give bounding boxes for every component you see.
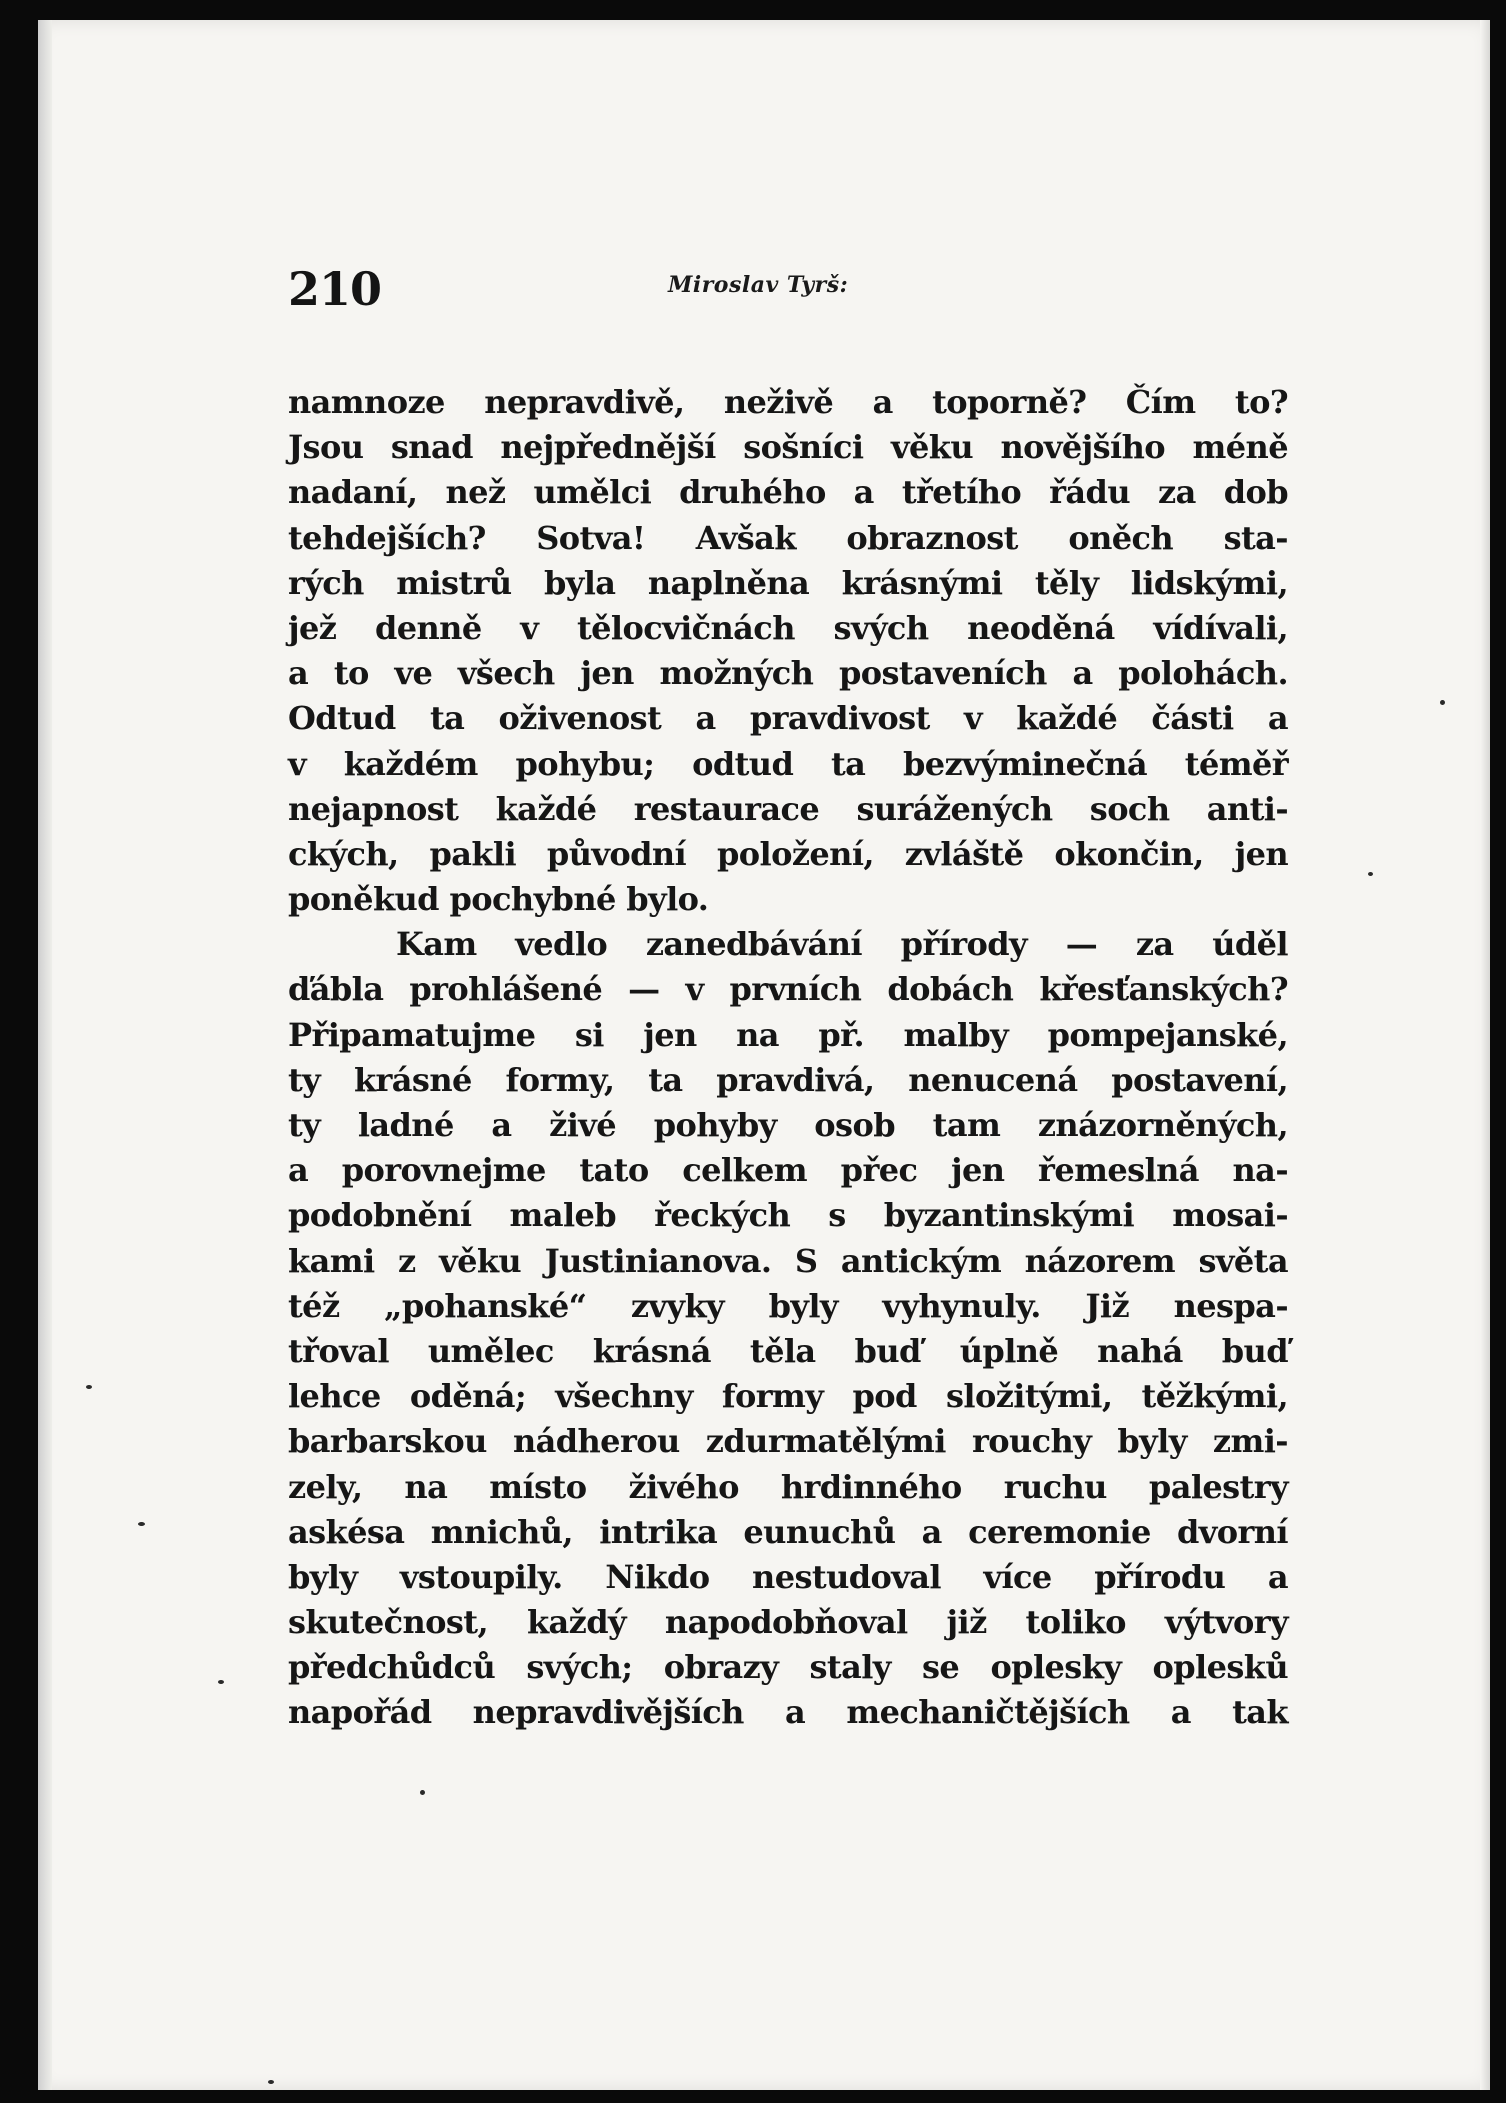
text-line: Odtud ta oživenost a pravdivost v každé části a <box>288 699 1288 738</box>
page-outer-edge <box>1480 20 1490 2090</box>
scan-speck <box>1368 872 1373 876</box>
page-binding-edge <box>38 20 52 2090</box>
text-line: třoval umělec krásná těla buď úplně nahá buď <box>288 1331 1288 1370</box>
scan-speck <box>268 2080 274 2084</box>
scan-speck <box>218 1680 224 1684</box>
scan-speck <box>86 1385 92 1389</box>
text-line: barbarskou nádherou zdurmatělými rouchy byly zmi- <box>288 1422 1288 1461</box>
text-line: nejapnost každé restaurace surážených soch anti- <box>288 789 1288 828</box>
scan-speck <box>420 1790 425 1795</box>
text-line: též „pohanské“ zvyky byly vyhynuly. Již nespa- <box>288 1286 1288 1325</box>
text-line: a porovnejme tato celkem přec jen řemeslná na- <box>288 1151 1288 1190</box>
text-line: lehce oděná; všechny formy pod složitými, těžkými, <box>288 1377 1288 1416</box>
text-line: Připamatujme si jen na př. malby pompejanské, <box>288 1015 1288 1054</box>
text-line: byly vstoupily. Nikdo nestudoval více přírodu a <box>288 1557 1288 1596</box>
body-text <box>288 380 1288 1736</box>
text-line: tehdejších? Sotva! Avšak obraznost oněch sta- <box>288 518 1288 557</box>
text-line: poněkud pochybné bylo. <box>288 880 709 919</box>
text-line: rých mistrů byla naplněna krásnými těly lidskými, <box>288 563 1288 602</box>
text-line: ty krásné formy, ta pravdivá, nenucená postavení, <box>288 1060 1288 1099</box>
text-line: Jsou snad nejpřednější sošníci věku novějšího méně <box>288 428 1288 467</box>
scan-speck <box>1440 700 1445 705</box>
page-number: 210 <box>288 262 382 316</box>
text-line: kami z věku Justinianova. S antickým názorem světa <box>288 1241 1288 1280</box>
text-line: ckých, pakli původní položení, zvláště okončin, jen <box>288 834 1288 873</box>
text-line: ty ladné a živé pohyby osob tam znázorněných, <box>288 1106 1288 1144</box>
text-line: podobnění maleb řeckých s byzantinskými mosai- <box>288 1196 1288 1235</box>
text-line: a to ve všech jen možných postaveních a polohách. <box>288 654 1288 693</box>
running-head: Miroslav Tyrš: <box>668 272 849 298</box>
scan-speck <box>138 1522 145 1526</box>
text-line: ďábla prohlášené — v prvních dobách křesťanských? <box>288 970 1288 1009</box>
text-line: předchůdců svých; obrazy staly se oplesky oplesků <box>288 1648 1288 1687</box>
text-line: namnoze nepravdivě, neživě a toporně? Čím to? <box>288 383 1288 421</box>
text-line: skutečnost, každý napodobňoval již toliko výtvory <box>288 1603 1288 1642</box>
text-line-paragraph-start: Kam vedlo zanedbávání přírody — za úděl <box>396 925 1288 964</box>
text-line: zely, na místo živého hrdinného ruchu palestry <box>288 1467 1288 1506</box>
text-line: jež denně v tělocvičnách svých neoděná vídívali, <box>288 608 1288 647</box>
text-line: v každém pohybu; odtud ta bezvýminečná téměř <box>288 744 1288 783</box>
text-line: nadaní, než umělci druhého a třetího řádu za dob <box>288 473 1288 512</box>
text-line: napořád nepravdivějších a mechaničtějších a tak <box>288 1693 1288 1732</box>
text-line: askésa mnichů, intrika eunuchů a ceremonie dvorní <box>288 1512 1288 1551</box>
